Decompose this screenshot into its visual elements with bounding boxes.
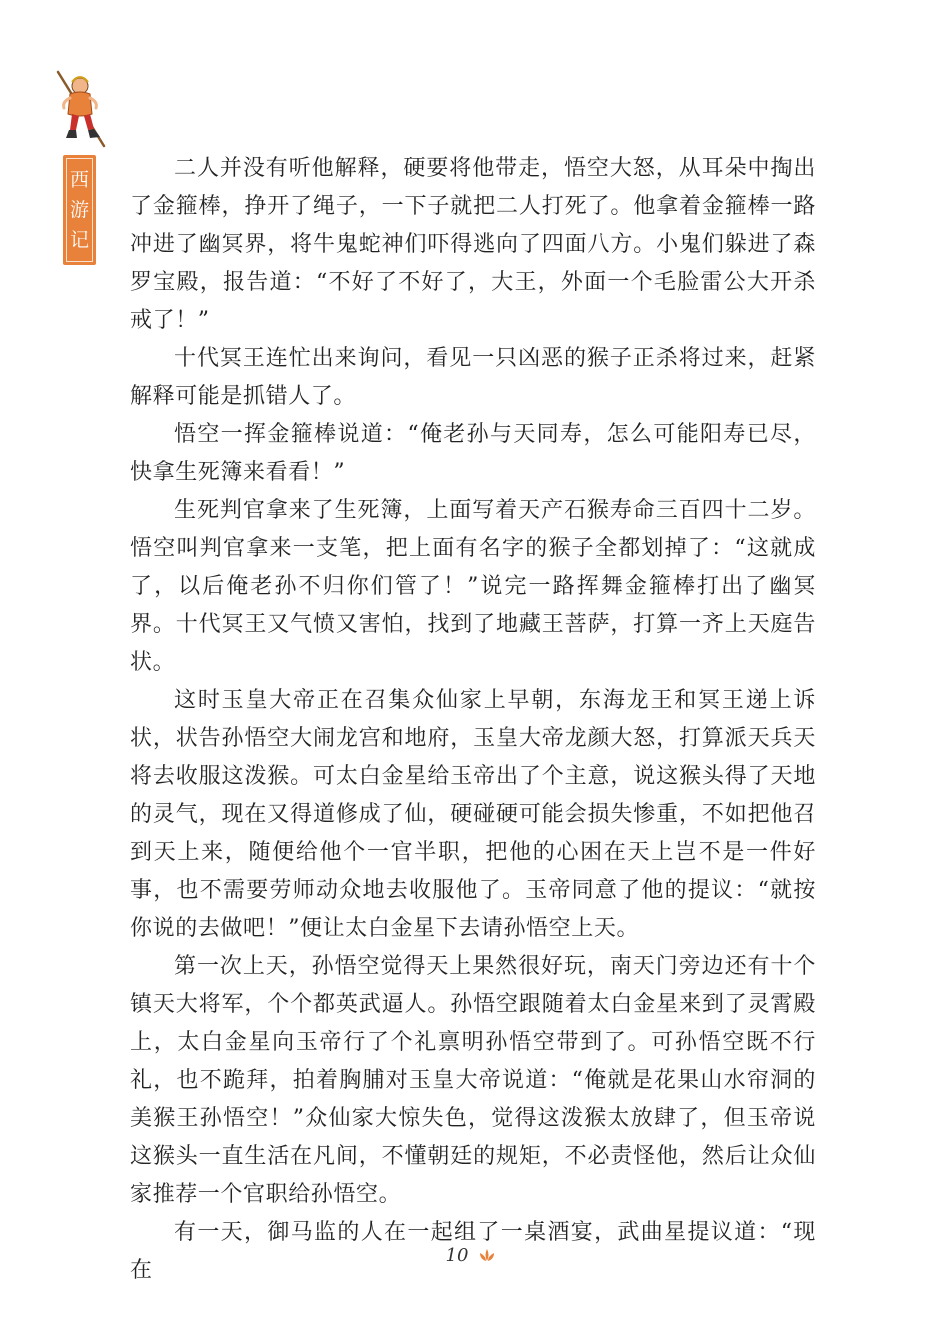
page-number: 10 bbox=[445, 1244, 469, 1266]
book-title-char: 西 bbox=[69, 169, 89, 191]
paragraph: 第一次上天，孙悟空觉得天上果然很好玩，南天门旁边还有十个镇天大将军，个个都英武逼人。孙悟空跟随着太白金星来到了灵霄殿上，太白金星向玉帝行了个礼禀明孙悟空带到了。可孙悟空既不行礼，也不跪拜，拍着胸脯对玉皇大帝说道：“俺就是花果山水帘洞的美猴王孙悟空！”众仙家大惊失色，觉得这泼猴太放肆了，但玉帝说这猴头一直生活在凡间，不懂朝廷的规矩，不必责怪他，然后让众仙家推荐一个官职给孙悟空。 bbox=[130, 954, 816, 1207]
book-title-tab bbox=[63, 155, 96, 265]
paragraph: 这时玉皇大帝正在召集众仙家上早朝，东海龙王和冥王递上诉状，状告孙悟空大闹龙宫和地府，玉皇大帝龙颜大怒，打算派天兵天将去收服这泼猴。可太白金星给玉帝出了个主意，说这猴头得了天地的灵气，现在又得道修成了仙，硬碰硬可能会损失惨重，不如把他召到天上来，随便给他个一官半职，把他的心困在天上岂不是一件好事，也不需要劳师动众地去收服他了。玉帝同意了他的提议：“就按你说的去做吧！”便让太白金星下去请孙悟空上天。 bbox=[130, 688, 816, 941]
page-footer bbox=[0, 1240, 944, 1270]
book-title-tab-frame bbox=[66, 158, 93, 262]
paragraph: 生死判官拿来了生死簿，上面写着天产石猴寿命三百四十二岁。悟空叫判官拿来一支笔，把上面有名字的猴子全都划掉了：“这就成了，以后俺老孙不归你们管了！”说完一路挥舞金箍棒打出了幽冥界。十代冥王又气愤又害怕，找到了地藏王菩萨，打算一齐上天庭告状。 bbox=[130, 498, 816, 675]
paragraph: 十代冥王连忙出来询问，看见一只凶恶的猴子正杀将过来，赶紧解释可能是抓错人了。 bbox=[130, 346, 816, 409]
paragraph: 有一天，御马监的人在一起组了一桌酒宴，武曲星提议道：“现在 bbox=[130, 1220, 816, 1283]
book-title-char: 记 bbox=[69, 229, 89, 251]
lotus-ornament-icon bbox=[476, 1247, 498, 1263]
paragraph: 二人并没有听他解释，硬要将他带走，悟空大怒，从耳朵中掏出了金箍棒，挣开了绳子，一下子就把二人打死了。他拿着金箍棒一路冲进了幽冥界，将牛鬼蛇神们吓得逃向了四面八方。小鬼们躲进了森罗宝殿，报告道：“不好了不好了，大王，外面一个毛脸雷公大开杀戒了！” bbox=[130, 156, 816, 333]
book-title-char: 游 bbox=[69, 199, 89, 221]
paragraph: 悟空一挥金箍棒说道：“俺老孙与天同寿，怎么可能阳寿已尽，快拿生死簿来看看！” bbox=[130, 422, 816, 485]
story-text bbox=[130, 150, 816, 1290]
monkey-king-icon bbox=[50, 68, 112, 150]
